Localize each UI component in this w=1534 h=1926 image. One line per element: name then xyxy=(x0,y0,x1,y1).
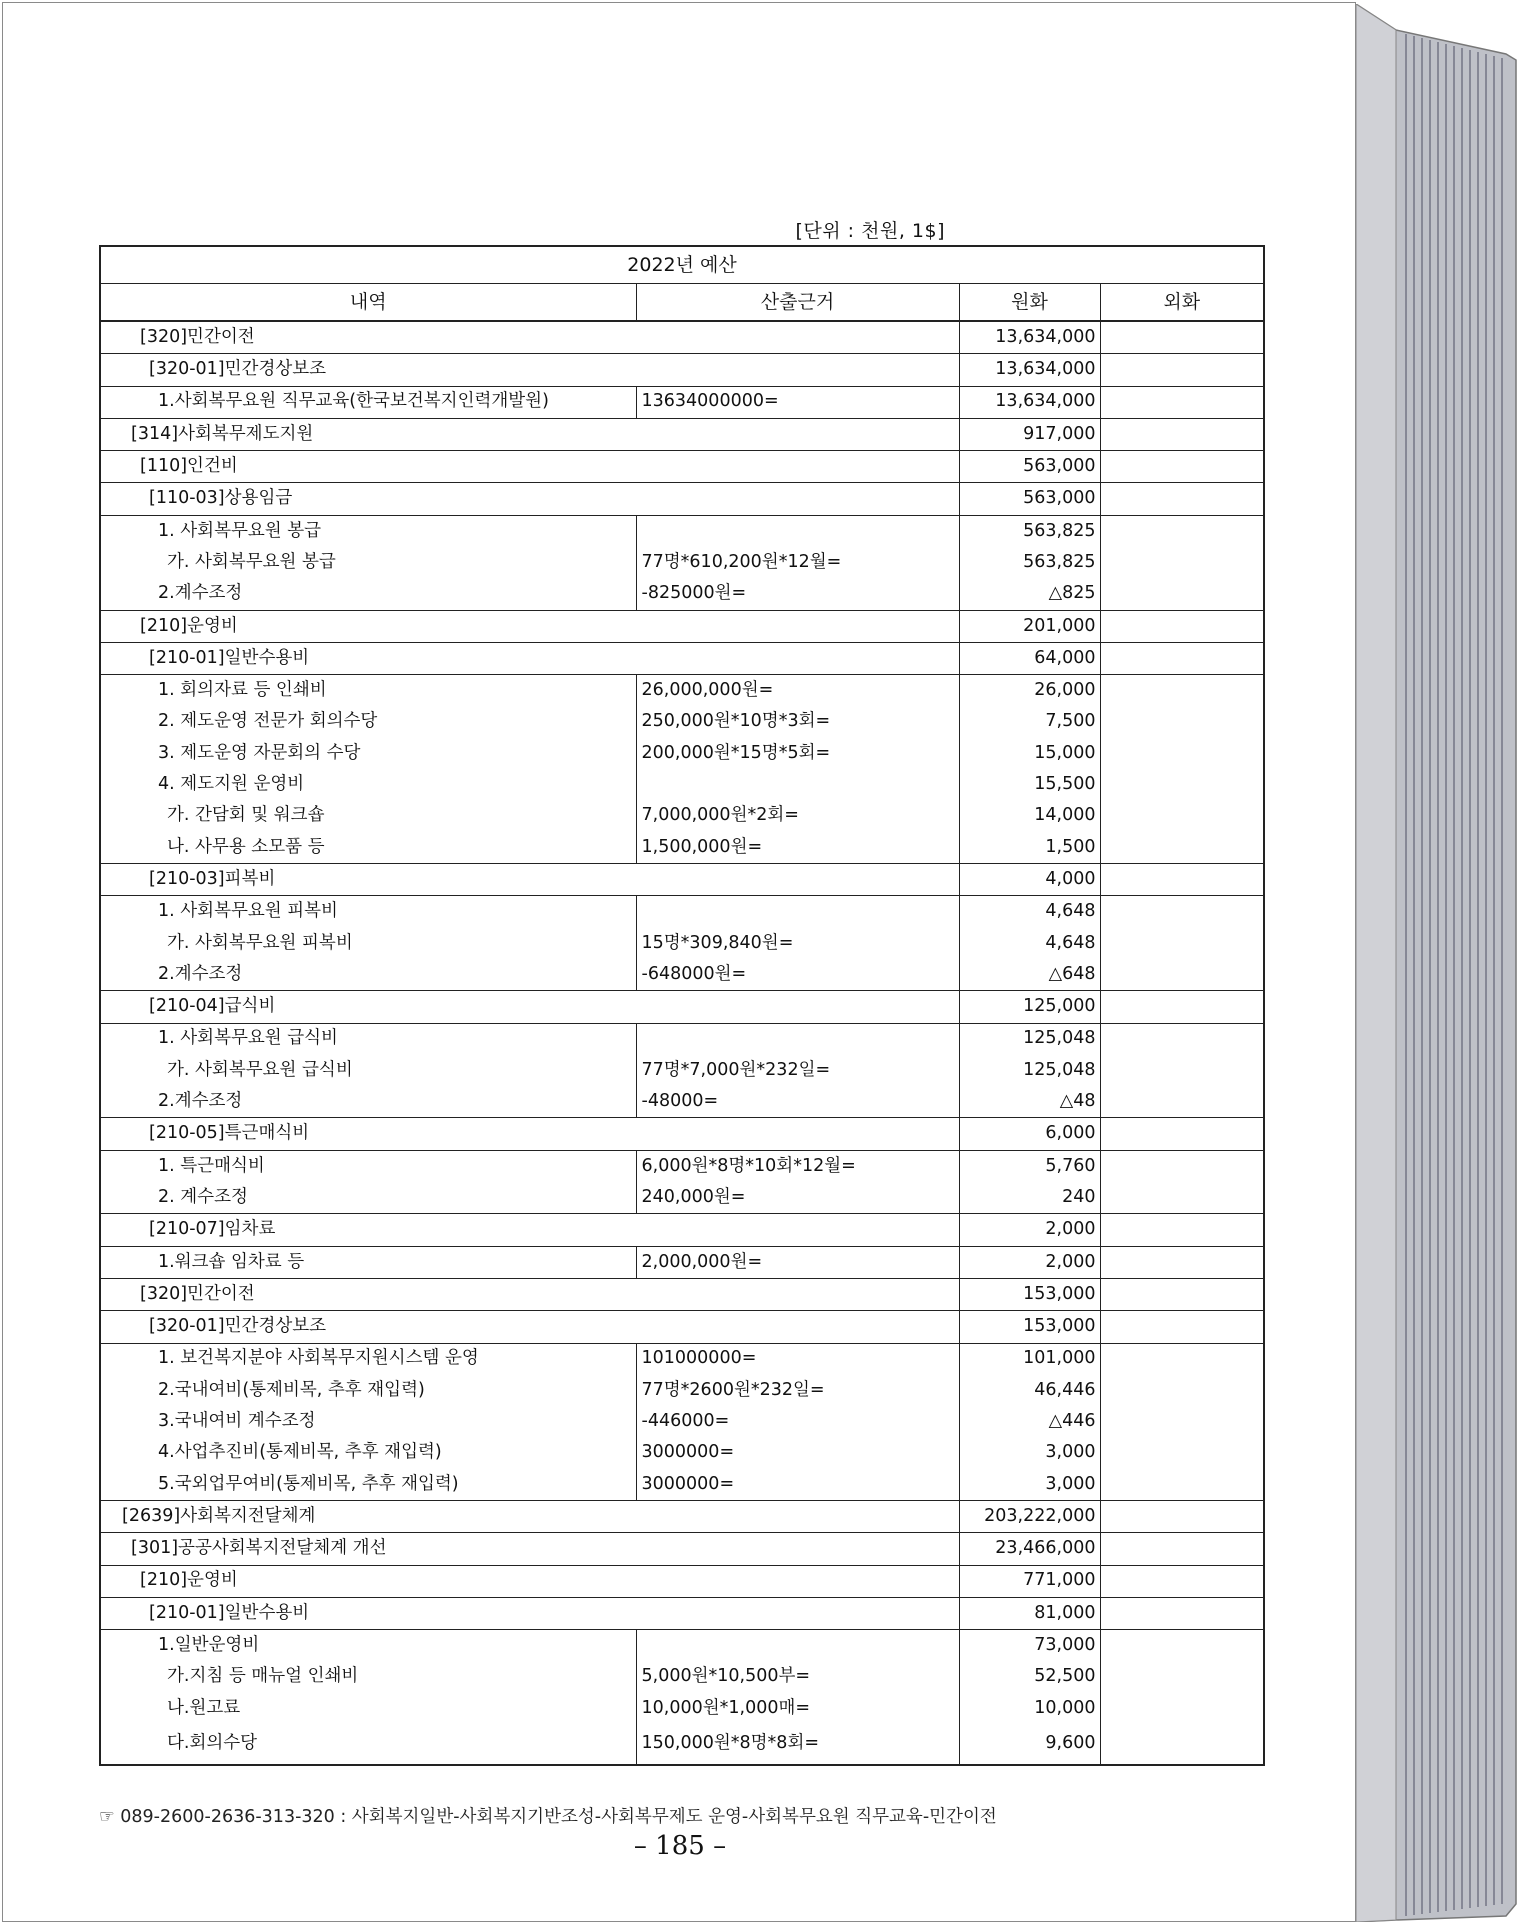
row-desc: 나.원고료 xyxy=(100,1693,636,1724)
row-foreign xyxy=(1100,832,1264,864)
row-basis: 1,500,000원= xyxy=(636,832,959,864)
row-won: 3,000 xyxy=(959,1437,1100,1468)
header-foreign: 외화 xyxy=(1100,284,1264,322)
row-won: 14,000 xyxy=(959,800,1100,831)
row-won: 563,000 xyxy=(959,483,1100,515)
row-foreign xyxy=(1100,1311,1264,1343)
row-desc: [320-01]민간경상보조 xyxy=(100,1311,959,1343)
row-basis: 150,000원*8명*8회= xyxy=(636,1724,959,1765)
row-won: 13,634,000 xyxy=(959,354,1100,386)
row-foreign xyxy=(1100,483,1264,515)
row-basis: 6,000원*8명*10회*12월= xyxy=(636,1150,959,1182)
table-row xyxy=(100,354,1264,386)
row-won: 563,825 xyxy=(959,547,1100,578)
row-foreign xyxy=(1100,354,1264,386)
row-desc: 4. 제도지원 운영비 xyxy=(100,769,636,800)
table-row xyxy=(100,1693,1264,1724)
row-desc: 가. 사회복무요원 봉급 xyxy=(100,547,636,578)
table-row xyxy=(100,1150,1264,1182)
budget-table xyxy=(99,245,1265,1766)
table-row xyxy=(100,1055,1264,1086)
row-desc: 2. 계수조정 xyxy=(100,1182,636,1214)
row-foreign xyxy=(1100,1724,1264,1765)
row-won: 240 xyxy=(959,1182,1100,1214)
row-desc: 나. 사무용 소모품 등 xyxy=(100,832,636,864)
table-row xyxy=(100,1278,1264,1310)
table-row xyxy=(100,1214,1264,1246)
row-desc: 가. 사회복무요원 피복비 xyxy=(100,928,636,959)
table-row xyxy=(100,321,1264,354)
row-desc: [210-04]급식비 xyxy=(100,991,959,1023)
row-foreign xyxy=(1100,1375,1264,1406)
table-row xyxy=(100,1086,1264,1118)
row-foreign xyxy=(1100,1182,1264,1214)
table-row xyxy=(100,1406,1264,1437)
row-basis xyxy=(636,1630,959,1662)
row-basis: 3000000= xyxy=(636,1437,959,1468)
row-basis: 2,000,000원= xyxy=(636,1246,959,1278)
row-won: 13,634,000 xyxy=(959,321,1100,354)
row-foreign xyxy=(1100,1246,1264,1278)
table-row xyxy=(100,451,1264,483)
row-won: 1,500 xyxy=(959,832,1100,864)
row-won: 563,825 xyxy=(959,515,1100,547)
table-row xyxy=(100,1023,1264,1055)
row-desc: [110]인건비 xyxy=(100,451,959,483)
row-foreign xyxy=(1100,707,1264,738)
row-desc: [210-05]특근매식비 xyxy=(100,1118,959,1150)
table-row xyxy=(100,547,1264,578)
table-row xyxy=(100,1565,1264,1597)
row-foreign xyxy=(1100,800,1264,831)
table-row xyxy=(100,418,1264,450)
row-foreign xyxy=(1100,610,1264,642)
row-basis: -825000원= xyxy=(636,578,959,610)
row-desc: [320-01]민간경상보조 xyxy=(100,354,959,386)
table-row xyxy=(100,1661,1264,1692)
row-desc: 1. 사회복무요원 급식비 xyxy=(100,1023,636,1055)
row-desc: 1. 특근매식비 xyxy=(100,1150,636,1182)
row-basis: 5,000원*10,500부= xyxy=(636,1661,959,1692)
row-foreign xyxy=(1100,675,1264,707)
row-foreign xyxy=(1100,1500,1264,1532)
row-basis: -48000= xyxy=(636,1086,959,1118)
row-foreign xyxy=(1100,928,1264,959)
row-basis: 200,000원*15명*5회= xyxy=(636,738,959,769)
header-desc: 내역 xyxy=(100,284,636,322)
row-desc: 2. 제도운영 전문가 회의수당 xyxy=(100,707,636,738)
row-foreign xyxy=(1100,1406,1264,1437)
table-row xyxy=(100,928,1264,959)
row-foreign xyxy=(1100,864,1264,896)
row-foreign xyxy=(1100,769,1264,800)
table-title: 2022년 예산 xyxy=(100,246,1264,284)
row-foreign xyxy=(1100,959,1264,991)
row-desc: 가. 사회복무요원 급식비 xyxy=(100,1055,636,1086)
row-foreign xyxy=(1100,386,1264,418)
row-foreign xyxy=(1100,1086,1264,1118)
row-desc: 1.워크숍 임차료 등 xyxy=(100,1246,636,1278)
row-desc: [320]민간이전 xyxy=(100,1278,959,1310)
row-won: 201,000 xyxy=(959,610,1100,642)
row-foreign xyxy=(1100,1278,1264,1310)
table-row xyxy=(100,1343,1264,1375)
table-row xyxy=(100,991,1264,1023)
row-basis: 3000000= xyxy=(636,1469,959,1501)
row-won: 101,000 xyxy=(959,1343,1100,1375)
table-row xyxy=(100,386,1264,418)
row-foreign xyxy=(1100,1214,1264,1246)
row-won: 771,000 xyxy=(959,1565,1100,1597)
row-won: 73,000 xyxy=(959,1630,1100,1662)
row-basis: 77명*610,200원*12월= xyxy=(636,547,959,578)
row-desc: 2.국내여비(통제비목, 추후 재입력) xyxy=(100,1375,636,1406)
row-foreign xyxy=(1100,515,1264,547)
row-desc: [301]공공사회복지전달체계 개선 xyxy=(100,1533,959,1565)
row-won: 125,048 xyxy=(959,1023,1100,1055)
row-desc: [210-01]일반수용비 xyxy=(100,642,959,674)
table-row xyxy=(100,642,1264,674)
row-foreign xyxy=(1100,1661,1264,1692)
row-foreign xyxy=(1100,1150,1264,1182)
row-desc: 1.사회복무요원 직무교육(한국보건복지인력개발원) xyxy=(100,386,636,418)
row-foreign xyxy=(1100,578,1264,610)
page-number: – 185 – xyxy=(633,1831,727,1861)
row-won: 9,600 xyxy=(959,1724,1100,1765)
row-won: 125,000 xyxy=(959,991,1100,1023)
table-row xyxy=(100,1246,1264,1278)
row-foreign xyxy=(1100,321,1264,354)
row-desc: 2.계수조정 xyxy=(100,1086,636,1118)
row-basis xyxy=(636,1023,959,1055)
document-page xyxy=(2,2,1356,1922)
row-desc: [320]민간이전 xyxy=(100,321,959,354)
row-foreign xyxy=(1100,1118,1264,1150)
row-won: 23,466,000 xyxy=(959,1533,1100,1565)
row-won: 15,500 xyxy=(959,769,1100,800)
row-basis: 13634000000= xyxy=(636,386,959,418)
row-won: 46,446 xyxy=(959,1375,1100,1406)
row-basis: 250,000원*10명*3회= xyxy=(636,707,959,738)
row-won: 4,648 xyxy=(959,928,1100,959)
row-desc: [110-03]상용임금 xyxy=(100,483,959,515)
table-row xyxy=(100,864,1264,896)
table-row xyxy=(100,832,1264,864)
row-basis: 240,000원= xyxy=(636,1182,959,1214)
row-basis: -446000= xyxy=(636,1406,959,1437)
row-desc: 5.국외업무여비(통제비목, 추후 재입력) xyxy=(100,1469,636,1501)
row-won: 917,000 xyxy=(959,418,1100,450)
unit-label: [단위 : 천원, 1$] xyxy=(795,220,945,242)
row-basis: 7,000,000원*2회= xyxy=(636,800,959,831)
row-won: 5,760 xyxy=(959,1150,1100,1182)
table-row xyxy=(100,675,1264,707)
row-desc: [210-03]피복비 xyxy=(100,864,959,896)
table-row xyxy=(100,1630,1264,1662)
row-won: 3,000 xyxy=(959,1469,1100,1501)
header-basis: 산출근거 xyxy=(636,284,959,322)
table-row xyxy=(100,1724,1264,1765)
row-desc: [210-01]일반수용비 xyxy=(100,1597,959,1629)
row-basis: 101000000= xyxy=(636,1343,959,1375)
table-row xyxy=(100,1469,1264,1501)
row-foreign xyxy=(1100,1343,1264,1375)
table-row xyxy=(100,1311,1264,1343)
table-row xyxy=(100,610,1264,642)
row-desc: [210]운영비 xyxy=(100,610,959,642)
row-basis xyxy=(636,769,959,800)
table-row xyxy=(100,707,1264,738)
row-won: 203,222,000 xyxy=(959,1500,1100,1532)
row-desc: 1. 사회복무요원 피복비 xyxy=(100,896,636,928)
row-won: △446 xyxy=(959,1406,1100,1437)
row-foreign xyxy=(1100,1693,1264,1724)
row-foreign xyxy=(1100,1469,1264,1501)
row-foreign xyxy=(1100,1565,1264,1597)
row-foreign xyxy=(1100,1597,1264,1629)
row-basis: -648000원= xyxy=(636,959,959,991)
row-won: 563,000 xyxy=(959,451,1100,483)
row-foreign xyxy=(1100,1023,1264,1055)
row-won: 2,000 xyxy=(959,1214,1100,1246)
table-row xyxy=(100,896,1264,928)
row-desc: 2.계수조정 xyxy=(100,959,636,991)
row-desc: 1. 사회복무요원 봉급 xyxy=(100,515,636,547)
row-desc: [314]사회복무제도지원 xyxy=(100,418,959,450)
table-header-row xyxy=(100,284,1264,322)
row-basis xyxy=(636,896,959,928)
row-basis: 10,000원*1,000매= xyxy=(636,1693,959,1724)
row-won: 153,000 xyxy=(959,1311,1100,1343)
row-won: 153,000 xyxy=(959,1278,1100,1310)
table-row xyxy=(100,800,1264,831)
row-foreign xyxy=(1100,738,1264,769)
table-row xyxy=(100,959,1264,991)
row-basis: 15명*309,840원= xyxy=(636,928,959,959)
row-won: 4,648 xyxy=(959,896,1100,928)
row-desc: 3. 제도운영 자문회의 수당 xyxy=(100,738,636,769)
footnote: ☞ 089-2600-2636-313-320 : 사회복지일반-사회복지기반조성-사회복무제도 운영-사회복무요원 직무교육-민간이전 xyxy=(99,1807,997,1827)
row-desc: 다.회의수당 xyxy=(100,1724,636,1765)
row-desc: 1.일반운영비 xyxy=(100,1630,636,1662)
row-won: △825 xyxy=(959,578,1100,610)
row-foreign xyxy=(1100,1533,1264,1565)
table-title-row xyxy=(100,246,1264,284)
row-desc: 1. 보건복지분야 사회복무지원시스템 운영 xyxy=(100,1343,636,1375)
row-won: 15,000 xyxy=(959,738,1100,769)
table-row xyxy=(100,1533,1264,1565)
row-foreign xyxy=(1100,547,1264,578)
table-row xyxy=(100,1437,1264,1468)
row-foreign xyxy=(1100,1630,1264,1662)
table-row xyxy=(100,1597,1264,1629)
row-basis xyxy=(636,515,959,547)
table-row xyxy=(100,515,1264,547)
row-basis: 77명*2600원*232일= xyxy=(636,1375,959,1406)
row-won: 10,000 xyxy=(959,1693,1100,1724)
row-desc: 2.계수조정 xyxy=(100,578,636,610)
row-won: △648 xyxy=(959,959,1100,991)
row-foreign xyxy=(1100,1437,1264,1468)
row-won: 125,048 xyxy=(959,1055,1100,1086)
table-row xyxy=(100,1375,1264,1406)
row-foreign xyxy=(1100,418,1264,450)
row-basis: 26,000,000원= xyxy=(636,675,959,707)
row-won: 64,000 xyxy=(959,642,1100,674)
row-won: 2,000 xyxy=(959,1246,1100,1278)
row-foreign xyxy=(1100,642,1264,674)
row-desc: 가.지침 등 매뉴얼 인쇄비 xyxy=(100,1661,636,1692)
row-won: 7,500 xyxy=(959,707,1100,738)
row-desc: 3.국내여비 계수조정 xyxy=(100,1406,636,1437)
table-row xyxy=(100,578,1264,610)
row-won: 81,000 xyxy=(959,1597,1100,1629)
row-foreign xyxy=(1100,1055,1264,1086)
row-desc: [210-07]임차료 xyxy=(100,1214,959,1246)
row-won: 4,000 xyxy=(959,864,1100,896)
table-row xyxy=(100,738,1264,769)
row-desc: 가. 간담회 및 워크숍 xyxy=(100,800,636,831)
row-foreign xyxy=(1100,991,1264,1023)
table-row xyxy=(100,1182,1264,1214)
row-won: 52,500 xyxy=(959,1661,1100,1692)
table-row xyxy=(100,1118,1264,1150)
row-won: 26,000 xyxy=(959,675,1100,707)
table-row xyxy=(100,1500,1264,1532)
row-basis: 77명*7,000원*232일= xyxy=(636,1055,959,1086)
row-desc: 1. 회의자료 등 인쇄비 xyxy=(100,675,636,707)
table-row xyxy=(100,769,1264,800)
row-won: 6,000 xyxy=(959,1118,1100,1150)
row-won: △48 xyxy=(959,1086,1100,1118)
row-won: 13,634,000 xyxy=(959,386,1100,418)
row-desc: 4.사업추진비(통제비목, 추후 재입력) xyxy=(100,1437,636,1468)
row-desc: [2639]사회복지전달체계 xyxy=(100,1500,959,1532)
row-foreign xyxy=(1100,896,1264,928)
row-foreign xyxy=(1100,451,1264,483)
header-won: 원화 xyxy=(959,284,1100,322)
row-desc: [210]운영비 xyxy=(100,1565,959,1597)
book-edge-illustration xyxy=(1356,4,1526,1922)
table-row xyxy=(100,483,1264,515)
